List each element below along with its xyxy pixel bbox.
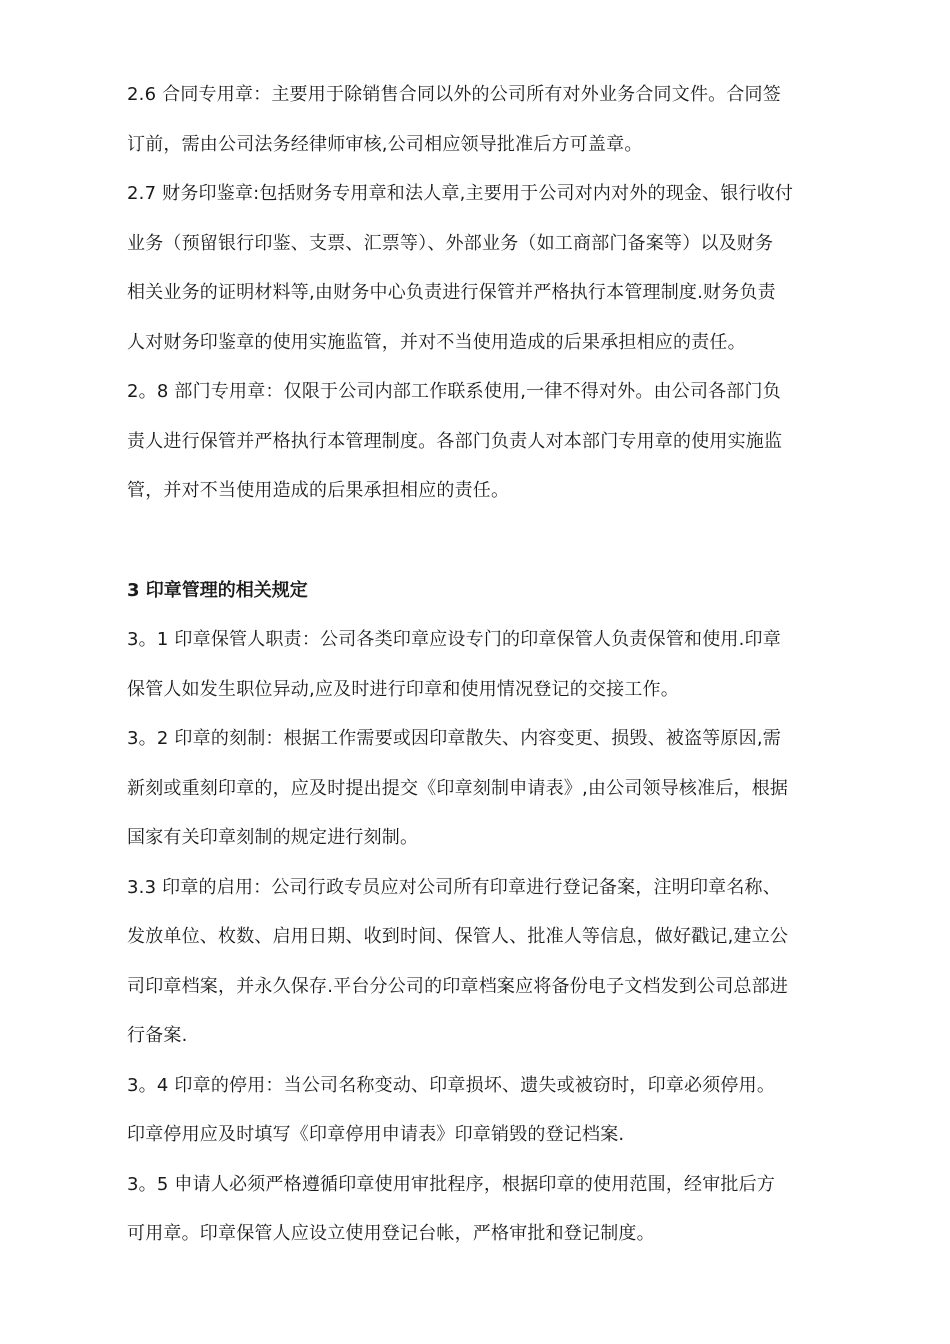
text-line: 责人进行保管并严格执行本管理制度。各部门负责人对本部门专用章的使用实施监 — [127, 430, 783, 452]
text-line: 3。1 印章保管人职责：公司各类印章应设专门的印章保管人负责保管和使用.印章 — [127, 629, 781, 650]
paragraph-3-5 — [127, 1160, 827, 1259]
paragraph-3-1 — [127, 615, 827, 714]
text-line: 国家有关印章刻制的规定进行刻制。 — [127, 827, 419, 848]
text-line: 人对财务印鉴章的使用实施监管，并对不当使用造成的后果承担相应的责任。 — [127, 331, 746, 353]
text-line: 行备案. — [127, 1025, 188, 1046]
paragraph-3-3 — [127, 863, 827, 1061]
text-line: 2。8 部门专用章：仅限于公司内部工作联系使用,一律不得对外。由公司各部门负 — [127, 381, 781, 402]
text-line: 3.3 印章的启用：公司行政专员应对公司所有印章进行登记备案，注明印章名称、 — [127, 876, 781, 898]
text-line: 3。5 申请人必须严格遵循印章使用审批程序，根据印章的使用范围，经审批后方 — [127, 1173, 776, 1195]
text-line: 3。4 印章的停用：当公司名称变动、印章损坏、遗失或被窃时，印章必须停用。 — [127, 1074, 776, 1096]
text-line: 保管人如发生职位异动,应及时进行印章和使用情况登记的交接工作。 — [127, 678, 679, 700]
text-line: 2.6 合同专用章：主要用于除销售合同以外的公司所有对外业务合同文件。合同签 — [127, 84, 781, 105]
text-line: 发放单位、枚数、启用日期、收到时间、保管人、批准人等信息，做好戳记,建立公 — [127, 926, 789, 947]
text-line: 2.7 财务印鉴章:包括财务专用章和法人章,主要用于公司对内对外的现金、银行收付 — [127, 183, 794, 204]
text-line: 业务（预留银行印鉴、支票、汇票等）、外部业务（如工商部门备案等）以及财务 — [127, 232, 774, 254]
document-page — [127, 70, 827, 1259]
text-line: 订前，需由公司法务经律师审核,公司相应领导批准后方可盖章。 — [127, 133, 643, 155]
paragraph-2-6 — [127, 70, 827, 169]
text-line: 3。2 印章的刻制：根据工作需要或因印章散失、内容变更、损毁、被盗等原因,需 — [127, 728, 781, 749]
section-heading: 3 印章管理的相关规定 — [127, 579, 308, 601]
paragraph-3-4 — [127, 1061, 827, 1160]
text-line: 可用章。印章保管人应设立使用登记台帐，严格审批和登记制度。 — [127, 1223, 655, 1244]
text-line: 新刻或重刻印章的，应及时提出提交《印章刻制申请表》,由公司领导核准后，根据 — [127, 777, 789, 799]
text-line: 相关业务的证明材料等,由财务中心负责进行保管并严格执行本管理制度.财务负责 — [127, 282, 776, 303]
paragraph-2-7 — [127, 169, 827, 367]
paragraph-3-2 — [127, 714, 827, 863]
section-spacer — [127, 516, 827, 566]
text-line: 司印章档案，并永久保存.平台分公司的印章档案应将备份电子文档发到公司总部进 — [127, 975, 789, 997]
text-line: 印章停用应及时填写《印章停用申请表》印章销毁的登记档案. — [127, 1124, 625, 1145]
paragraph-2-8 — [127, 367, 827, 516]
text-line: 管，并对不当使用造成的后果承担相应的责任。 — [127, 480, 510, 501]
